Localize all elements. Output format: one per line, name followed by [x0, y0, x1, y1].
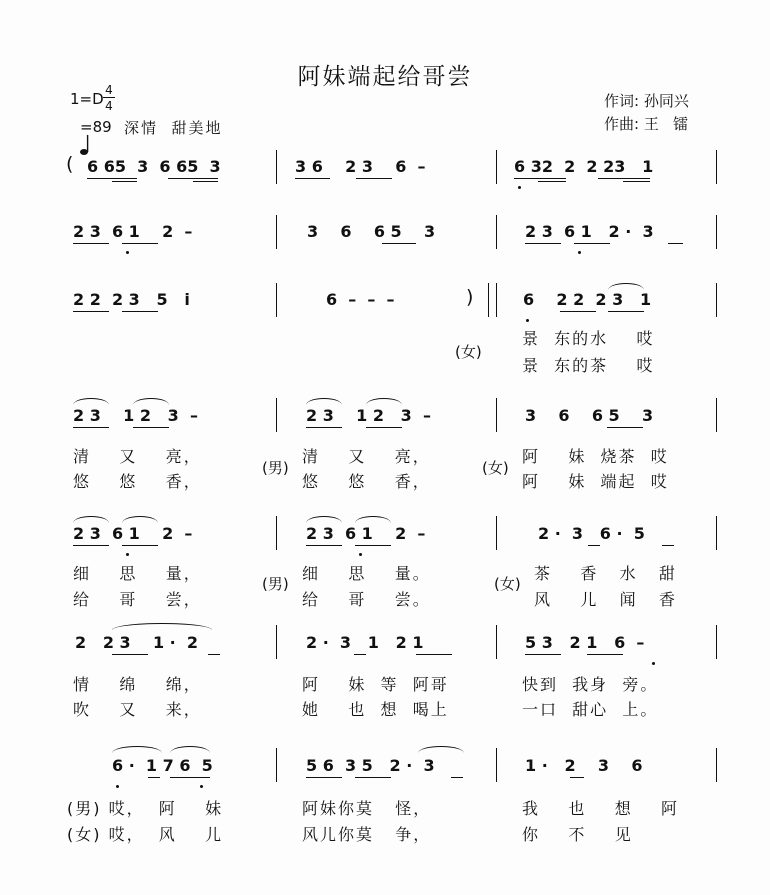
slur	[355, 516, 391, 523]
slur	[306, 398, 342, 405]
row1-measure1: 6 65 3 6 65 3	[87, 157, 221, 176]
beam	[588, 545, 600, 546]
beam	[355, 777, 391, 778]
lyric-verse1: 细 思 量。	[302, 564, 431, 583]
repeat-paren-close: )	[466, 286, 474, 308]
repeat-paren-open: (	[66, 153, 74, 175]
time-signature-bottom: 4	[105, 99, 113, 113]
lyric-verse2: 景 东的茶 哎	[522, 356, 655, 375]
lyric-verse2: (女) 哎， 风 儿	[67, 825, 224, 844]
barline	[496, 150, 497, 184]
low-octave-dot	[116, 785, 119, 788]
beam	[295, 178, 330, 179]
time-signature-line	[103, 97, 115, 98]
lyric-verse2: 给 哥 尝。	[302, 590, 431, 609]
slur	[122, 516, 158, 523]
row7-measure3: 1 · 2 3 6	[525, 756, 643, 775]
beam	[451, 777, 463, 778]
row5-measure3: 2 · 3 6 · 5	[538, 524, 645, 543]
low-octave-dot	[126, 553, 129, 556]
beam	[112, 654, 148, 655]
lyric-verse1: 茶 香 水 甜	[534, 564, 677, 583]
beam	[608, 311, 644, 312]
slur	[366, 398, 402, 405]
beam	[87, 178, 137, 179]
barline	[496, 516, 497, 550]
row5-measure2: 2 3 6 1 2 –	[306, 524, 426, 543]
low-octave-dot	[518, 186, 521, 189]
beam	[598, 178, 650, 179]
beam	[668, 243, 683, 244]
barline	[488, 283, 489, 317]
row7-measure1: 6 · 1 7 6 5	[112, 756, 213, 775]
lyric-verse2: 风儿你莫 争，	[302, 825, 432, 844]
barline	[496, 748, 497, 782]
lyric-verse2: 悠 悠 香，	[73, 472, 202, 491]
lyric-verse2: 悠 悠 香，	[302, 472, 431, 491]
beam	[623, 181, 650, 182]
slur	[112, 746, 162, 753]
row5-measure1: 2 3 6 1 2 –	[73, 524, 193, 543]
row4-measure1: 2 3 1 2 3 –	[73, 406, 198, 425]
low-octave-dot	[652, 662, 655, 665]
beam	[366, 427, 402, 428]
beam	[525, 654, 561, 655]
beam	[570, 777, 584, 778]
time-signature-top: 4	[105, 83, 113, 97]
low-octave-dot	[578, 251, 581, 254]
barline	[276, 215, 277, 249]
role-label-female: (女)	[494, 575, 521, 593]
beam	[73, 545, 109, 546]
beam	[306, 427, 342, 428]
beam	[355, 545, 391, 546]
barline	[496, 625, 497, 659]
row3-measure2: 6 – – –	[326, 290, 395, 309]
slur	[170, 746, 210, 753]
low-octave-dot	[359, 553, 362, 556]
row6-measure3: 5 3 2 1 6 –	[525, 633, 645, 652]
lyric-verse2: 你 不 见	[522, 825, 633, 844]
slur	[418, 746, 464, 753]
row4-measure2: 2 3 1 2 3 –	[306, 406, 431, 425]
beam	[514, 178, 566, 179]
row1-measure2: 3 6 2 3 6 –	[295, 157, 426, 176]
beam	[112, 181, 137, 182]
beam	[356, 178, 392, 179]
low-octave-dot	[200, 785, 203, 788]
lyric-verse2: 阿 妹 端起 哎	[522, 472, 669, 491]
barline	[276, 516, 277, 550]
lyric-verse1: 细 思 量，	[73, 564, 202, 583]
beam	[170, 777, 210, 778]
row7-measure2: 5 6 3 5 2 · 3	[306, 756, 435, 775]
beam	[122, 243, 158, 244]
beam	[354, 654, 366, 655]
lyric-verse2: 给 哥 尝，	[73, 590, 202, 609]
slur	[133, 398, 169, 405]
barline	[716, 398, 717, 432]
row6-measure1: 2 2 3 1 · 2	[75, 633, 199, 652]
barline	[276, 150, 277, 184]
beam	[73, 427, 109, 428]
expression-marking: 深情 甜美地	[124, 119, 223, 137]
barline	[496, 398, 497, 432]
slur	[112, 623, 212, 630]
barline	[496, 215, 497, 249]
lyric-verse1: 阿 妹 烧茶 哎	[522, 447, 669, 466]
barline	[276, 748, 277, 782]
key-signature: 1=D	[70, 90, 104, 108]
beam	[587, 654, 623, 655]
beam	[122, 311, 158, 312]
lyric-verse1: 清 又 亮，	[73, 447, 202, 466]
lyric-verse1: 情 绵 绵，	[73, 675, 202, 694]
barline	[276, 625, 277, 659]
barline	[716, 516, 717, 550]
barline	[716, 215, 717, 249]
barline	[276, 398, 277, 432]
barline	[716, 283, 717, 317]
lyric-verse1: 我 也 想 阿	[522, 799, 680, 818]
row3-measure1: 2 2 2 3 5 i	[73, 290, 190, 309]
barline	[496, 283, 497, 317]
barline	[716, 748, 717, 782]
beam	[525, 243, 561, 244]
row2-measure1: 2 3 6 1 2 –	[73, 222, 193, 241]
lyric-verse2: 她 也 想 喝上	[302, 700, 449, 719]
song-title: 阿妹端起给哥尝	[297, 64, 473, 90]
beam	[416, 654, 452, 655]
row6-measure2: 2 · 3 1 2 1	[306, 633, 424, 652]
beam	[73, 243, 109, 244]
barline	[716, 150, 717, 184]
beam	[607, 427, 643, 428]
lyric-verse2: 风 儿 闻 香	[534, 590, 677, 609]
composer-credit: 作曲: 王 镭	[604, 115, 689, 133]
beam	[662, 545, 674, 546]
row3-measure3: 6 2 2 2 3 1	[523, 290, 652, 309]
barline	[276, 283, 277, 317]
role-label-male: (男)	[262, 459, 289, 477]
role-label-male: (男)	[262, 575, 289, 593]
beam	[148, 777, 160, 778]
lyric-verse1: 景 东的水 哎	[522, 329, 655, 348]
lyric-verse1: 清 又 亮，	[302, 447, 431, 466]
beam	[538, 181, 566, 182]
low-octave-dot	[526, 319, 529, 322]
beam	[168, 178, 218, 179]
beam	[382, 243, 416, 244]
tempo-marking: =89	[80, 118, 112, 136]
lyric-verse2: 吹 又 来，	[73, 700, 202, 719]
lyric-verse1: 阿 妹 等 阿哥	[302, 675, 449, 694]
beam	[306, 777, 342, 778]
low-octave-dot	[126, 251, 129, 254]
beam	[560, 311, 596, 312]
lyric-verse1: (男) 哎， 阿 妹	[67, 799, 224, 818]
role-label-female: (女)	[482, 459, 509, 477]
slur	[73, 516, 109, 523]
lyric-verse2: 一口 甜心 上。	[522, 700, 659, 719]
lyric-verse1: 快到 我身 旁。	[522, 675, 659, 694]
lyric-verse1: 阿妹你莫 怪，	[302, 799, 432, 818]
lyricist-credit: 作词: 孙同兴	[604, 92, 689, 110]
beam	[73, 311, 109, 312]
beam	[306, 545, 342, 546]
row4-measure3: 3 6 6 5 3	[525, 406, 654, 425]
slur	[306, 516, 342, 523]
row2-measure2: 3 6 6 5 3	[307, 222, 436, 241]
beam	[193, 181, 218, 182]
barline	[716, 625, 717, 659]
role-label-female: (女)	[455, 343, 482, 361]
beam	[574, 243, 610, 244]
row2-measure3: 2 3 6 1 2 · 3	[525, 222, 654, 241]
slur	[73, 398, 109, 405]
beam	[122, 545, 158, 546]
row1-measure3: 6 32 2 2 23 1	[514, 157, 654, 176]
slur	[608, 283, 644, 290]
beam	[133, 427, 169, 428]
beam	[208, 654, 220, 655]
